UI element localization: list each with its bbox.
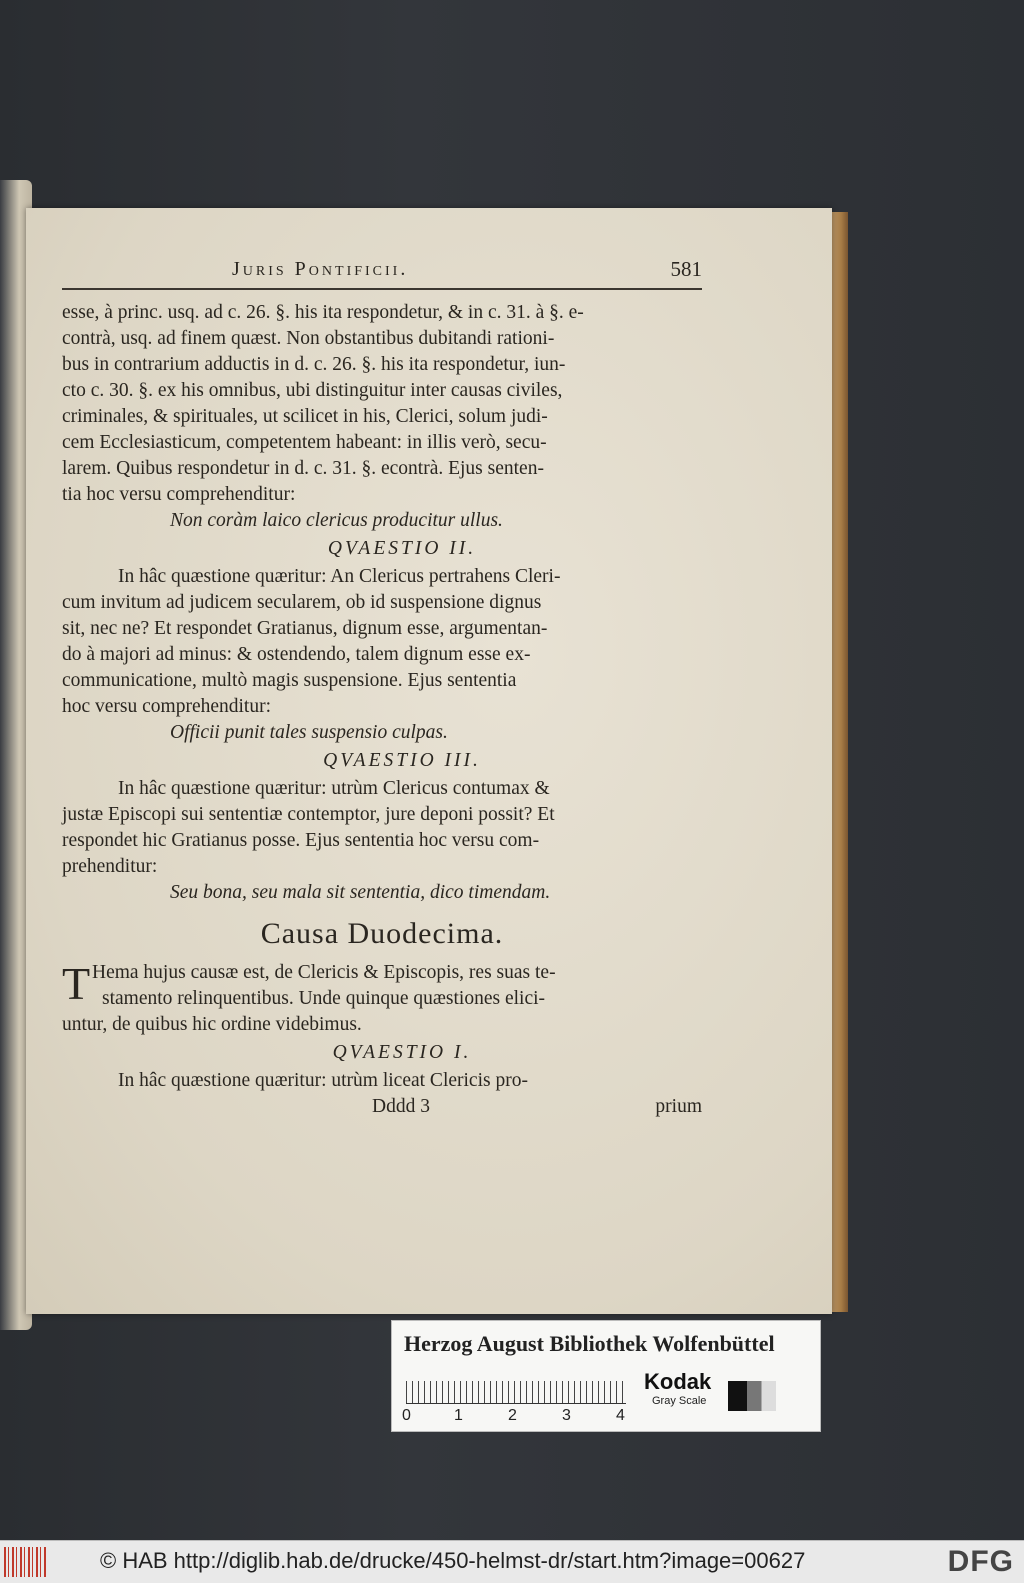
verse-line: Non coràm laico clericus producitur ullus. <box>170 510 503 531</box>
causa-intro <box>62 960 702 1038</box>
signature-mark: Dddd 3 <box>372 1096 430 1117</box>
page-footer <box>62 1094 702 1120</box>
text-line: prehenditur: <box>62 856 158 877</box>
ruler-tick-label: 3 <box>562 1407 571 1424</box>
text-line: esse, à princ. usq. ad c. 26. §. his ita respondetur, & in c. 31. à §. e- <box>62 302 584 323</box>
text-line: justæ Episcopi sui sententiæ contemptor, jure deponi possit? Et <box>62 804 555 825</box>
scale-ruler <box>406 1373 626 1404</box>
question-heading: QVAESTIO III. <box>323 750 481 771</box>
gray-scale-patch <box>728 1381 776 1411</box>
ruler-tick-label: 4 <box>616 1407 625 1424</box>
head-rule <box>62 288 702 290</box>
text-line: contrà, usq. ad finem quæst. Non obstantibus dubitandi rationi- <box>62 328 555 349</box>
drop-capital: T <box>62 958 91 1009</box>
text-line: criminales, & spirituales, ut scilicet in his, Clerici, solum judi- <box>62 406 548 427</box>
kodak-subtitle: Gray Scale <box>652 1395 707 1407</box>
text-line: In hâc quæstione quæritur: An Clericus pertrahens Cleri- <box>118 566 561 587</box>
text-line: larem. Quibus respondetur in d. c. 31. §. econtrà. Ejus senten- <box>62 458 544 479</box>
book-page <box>26 208 832 1314</box>
ruler-tick-label: 0 <box>402 1407 411 1424</box>
text-line: respondet hic Gratianus posse. Ejus sententia hoc versu com- <box>62 830 540 851</box>
text-line: stamento relinquentibus. Unde quinque quæstiones elici- <box>102 988 546 1009</box>
ruler-tick-label: 1 <box>454 1407 463 1424</box>
question-heading: QVAESTIO II. <box>327 538 477 559</box>
text-line: sit, nec ne? Et respondet Gratianus, dignum esse, argumentan- <box>62 618 548 639</box>
text-line: untur, de quibus hic ordine videbimus. <box>62 1014 362 1035</box>
text-line: In hâc quæstione quæritur: utrùm Clericus contumax & <box>118 778 550 799</box>
copyright-url[interactable]: © HAB http://diglib.hab.de/drucke/450-helmst-dr/start.htm?image=00627 <box>100 1548 806 1573</box>
text-line: Hema hujus causæ est, de Clericis & Episcopis, res suas te- <box>92 962 556 983</box>
text-line: cem Ecclesiasticum, competentem habeant: in illis verò, secu- <box>62 432 547 453</box>
barcode-icon <box>4 1547 48 1577</box>
page-text <box>62 256 702 1120</box>
text-line: cum invitum ad judicem secularem, ob id suspensione dignus <box>62 592 542 613</box>
verse-line: Officii punit tales suspensio culpas. <box>170 722 448 743</box>
text-line: cto c. 30. §. ex his omnibus, ubi distinguitur inter causas civiles, <box>62 380 563 401</box>
catchword: prium <box>655 1096 702 1117</box>
page-number: 581 <box>670 257 702 281</box>
dfg-logo: DFG <box>947 1545 1014 1578</box>
text-line: hoc versu comprehenditur: <box>62 696 272 717</box>
verse-line: Seu bona, seu mala sit sententia, dico timendam. <box>170 882 551 903</box>
text-line: communicatione, multò magis suspensione. Ejus sententia <box>62 670 517 691</box>
text-line: In hâc quæstione quæritur: utrùm liceat Clericis pro- <box>118 1070 528 1091</box>
causa-title: Causa Duodecima. <box>260 917 504 950</box>
library-name: Herzog August Bibliothek Wolfenbüttel <box>404 1331 775 1356</box>
text-line: do à majori ad minus: & ostendendo, talem dignum esse ex- <box>62 644 531 665</box>
footer-bar <box>0 1540 1024 1583</box>
text-line: bus in contrarium adductis in d. c. 26. §. his ita respondetur, iun- <box>62 354 566 375</box>
running-head-title: Juris Pontificii. <box>232 258 409 280</box>
library-color-card <box>391 1320 821 1432</box>
ruler-tick-label: 2 <box>508 1407 517 1424</box>
question-heading: QVAESTIO I. <box>332 1042 472 1063</box>
kodak-logo: Kodak <box>644 1369 712 1394</box>
text-line: tia hoc versu comprehenditur: <box>62 484 296 505</box>
running-head <box>62 256 702 286</box>
